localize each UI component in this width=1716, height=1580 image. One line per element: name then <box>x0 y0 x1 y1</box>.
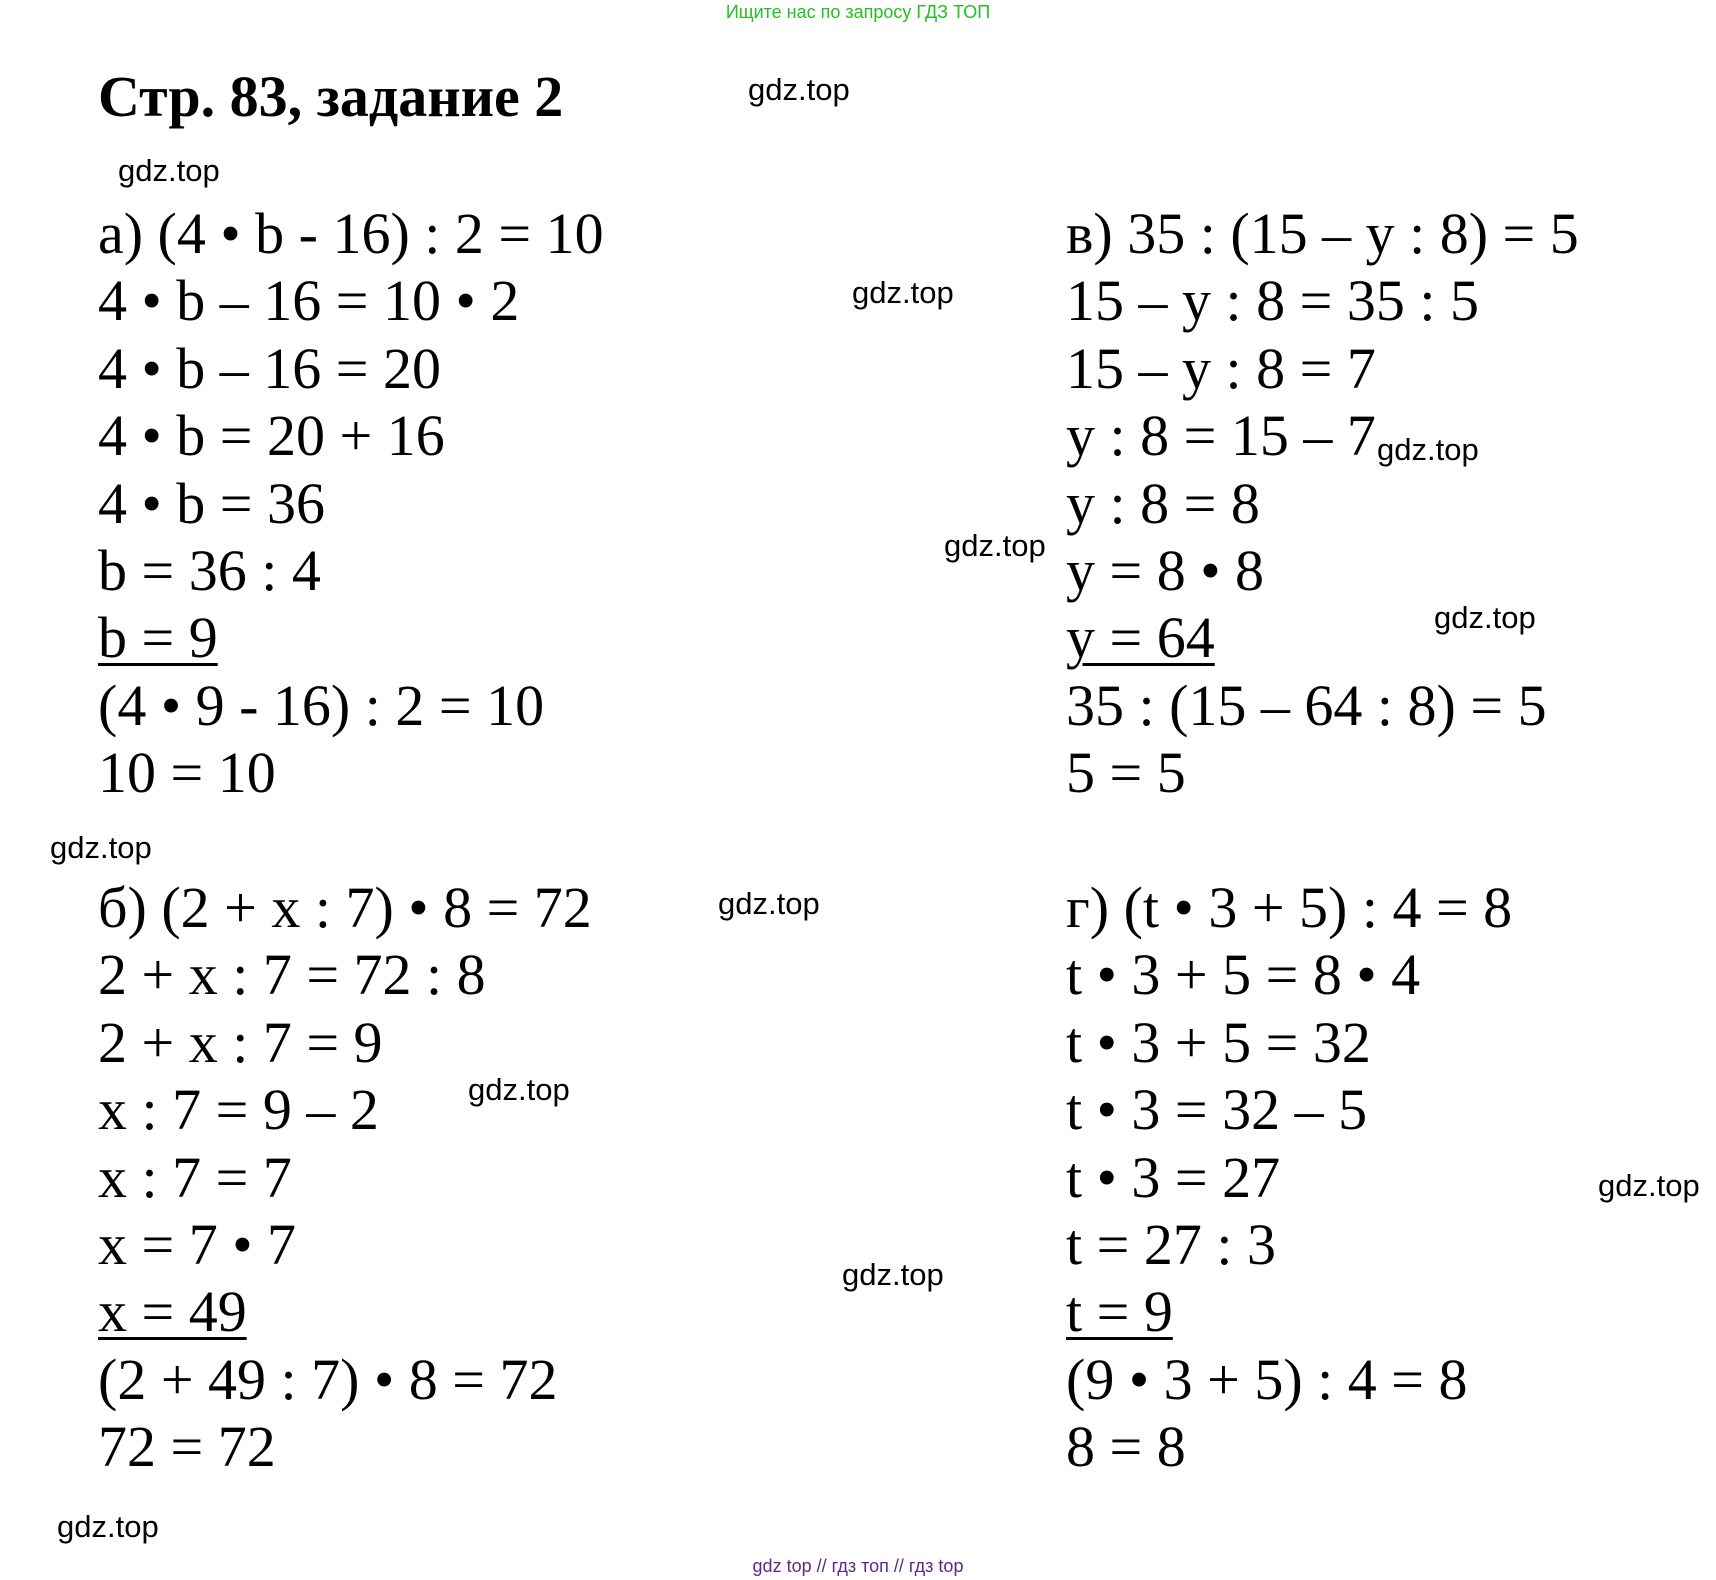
equation-text: (9 • 3 + 5) : 4 = 8 <box>1066 1346 1468 1412</box>
equation-line <box>98 604 604 671</box>
equation-line <box>1066 1413 1512 1480</box>
equation-text: y : 8 = 15 – 7 <box>1066 403 1376 469</box>
equation-text: x : 7 = 7 <box>98 1144 292 1210</box>
equation-line <box>1066 402 1579 469</box>
equation-text: x = 7 • 7 <box>98 1211 297 1277</box>
equation-text: 72 = 72 <box>98 1414 276 1480</box>
watermark: gdz.top <box>718 886 820 921</box>
watermark: gdz.top <box>1434 600 1536 635</box>
equation-line <box>1066 267 1579 334</box>
equation-text: (2 + 49 : 7) • 8 = 72 <box>98 1346 558 1412</box>
equation-line <box>98 200 604 267</box>
equation-text: 35 : (15 – 64 : 8) = 5 <box>1066 672 1547 738</box>
equation-text: а) (4 • b - 16) : 2 = 10 <box>98 201 604 266</box>
equation-line <box>1066 672 1579 739</box>
equation-line <box>98 739 604 806</box>
equation-text: t • 3 = 27 <box>1066 1144 1281 1210</box>
page-title: Стр. 83, задание 2 <box>98 64 564 129</box>
equation-text: b = 9 <box>98 605 218 671</box>
equation-line <box>98 1278 592 1345</box>
equation-text: t = 9 <box>1066 1279 1173 1345</box>
equation-line <box>1066 874 1512 941</box>
equation-text: 15 – y : 8 = 35 : 5 <box>1066 268 1479 334</box>
equation-text: t = 27 : 3 <box>1066 1211 1276 1277</box>
equation-text: 10 = 10 <box>98 740 276 806</box>
equation-text: 2 + x : 7 = 9 <box>98 1009 383 1075</box>
equation-line <box>98 1144 592 1211</box>
equation-line <box>98 402 604 469</box>
equation-line <box>1066 1278 1512 1345</box>
equation-text: 5 = 5 <box>1066 740 1186 806</box>
equation-line <box>1066 200 1579 267</box>
solution-a <box>98 200 604 807</box>
equation-line <box>1066 941 1512 1008</box>
equation-line <box>98 1211 592 1278</box>
equation-line <box>98 537 604 604</box>
watermark: gdz.top <box>50 830 152 865</box>
equation-text: б) (2 + x : 7) • 8 = 72 <box>98 875 592 940</box>
equation-line <box>98 1413 592 1480</box>
equation-text: 4 • b = 20 + 16 <box>98 403 445 469</box>
equation-text: y : 8 = 8 <box>1066 470 1260 536</box>
equation-line <box>98 1346 592 1413</box>
watermark: gdz.top <box>468 1072 570 1107</box>
watermark: gdz.top <box>57 1509 159 1544</box>
equation-line <box>1066 470 1579 537</box>
watermark: gdz.top <box>118 153 220 188</box>
equation-text: 4 • b – 16 = 20 <box>98 335 442 401</box>
top-banner: Ищите нас по запросу ГДЗ ТОП <box>725 2 991 22</box>
equation-text: в) 35 : (15 – y : 8) = 5 <box>1066 201 1579 266</box>
equation-text: y = 8 • 8 <box>1066 537 1265 603</box>
equation-text: (4 • 9 - 16) : 2 = 10 <box>98 672 545 738</box>
equation-line <box>1066 739 1579 806</box>
equation-line <box>1066 1346 1512 1413</box>
equation-text: x : 7 = 9 – 2 <box>98 1077 379 1143</box>
solution-b <box>98 874 592 1481</box>
watermark: gdz.top <box>748 72 850 107</box>
watermark: gdz.top <box>1598 1168 1700 1203</box>
equation-text: 15 – y : 8 = 7 <box>1066 335 1376 401</box>
equation-line <box>1066 1009 1512 1076</box>
equation-line <box>1066 335 1579 402</box>
equation-text: y = 64 <box>1066 605 1215 671</box>
equation-text: 4 • b = 36 <box>98 470 326 536</box>
equation-line <box>98 335 604 402</box>
equation-text: x = 49 <box>98 1279 247 1345</box>
watermark: gdz.top <box>944 528 1046 563</box>
equation-line <box>98 941 592 1008</box>
equation-line <box>1066 1144 1512 1211</box>
equation-line <box>98 874 592 941</box>
equation-line <box>1066 1076 1512 1143</box>
solution-g <box>1066 874 1512 1481</box>
equation-text: г) (t • 3 + 5) : 4 = 8 <box>1066 875 1513 940</box>
equation-text: 8 = 8 <box>1066 1414 1186 1480</box>
watermark: gdz.top <box>1377 432 1479 467</box>
equation-line <box>1066 1211 1512 1278</box>
equation-text: t • 3 = 32 – 5 <box>1066 1077 1368 1143</box>
equation-text: t • 3 + 5 = 8 • 4 <box>1066 942 1421 1008</box>
equation-text: 4 • b – 16 = 10 • 2 <box>98 268 520 334</box>
footer: gdz top // гдз топ // гдз top <box>752 1556 964 1576</box>
equation-line <box>98 672 604 739</box>
equation-line <box>98 470 604 537</box>
equation-text: b = 36 : 4 <box>98 537 321 603</box>
equation-line <box>98 1009 592 1076</box>
equation-text: 2 + x : 7 = 72 : 8 <box>98 942 486 1008</box>
equation-line <box>1066 537 1579 604</box>
watermark: gdz.top <box>852 275 954 310</box>
equation-line <box>98 267 604 334</box>
solution-v <box>1066 200 1579 807</box>
equation-text: t • 3 + 5 = 32 <box>1066 1009 1371 1075</box>
watermark: gdz.top <box>842 1257 944 1292</box>
